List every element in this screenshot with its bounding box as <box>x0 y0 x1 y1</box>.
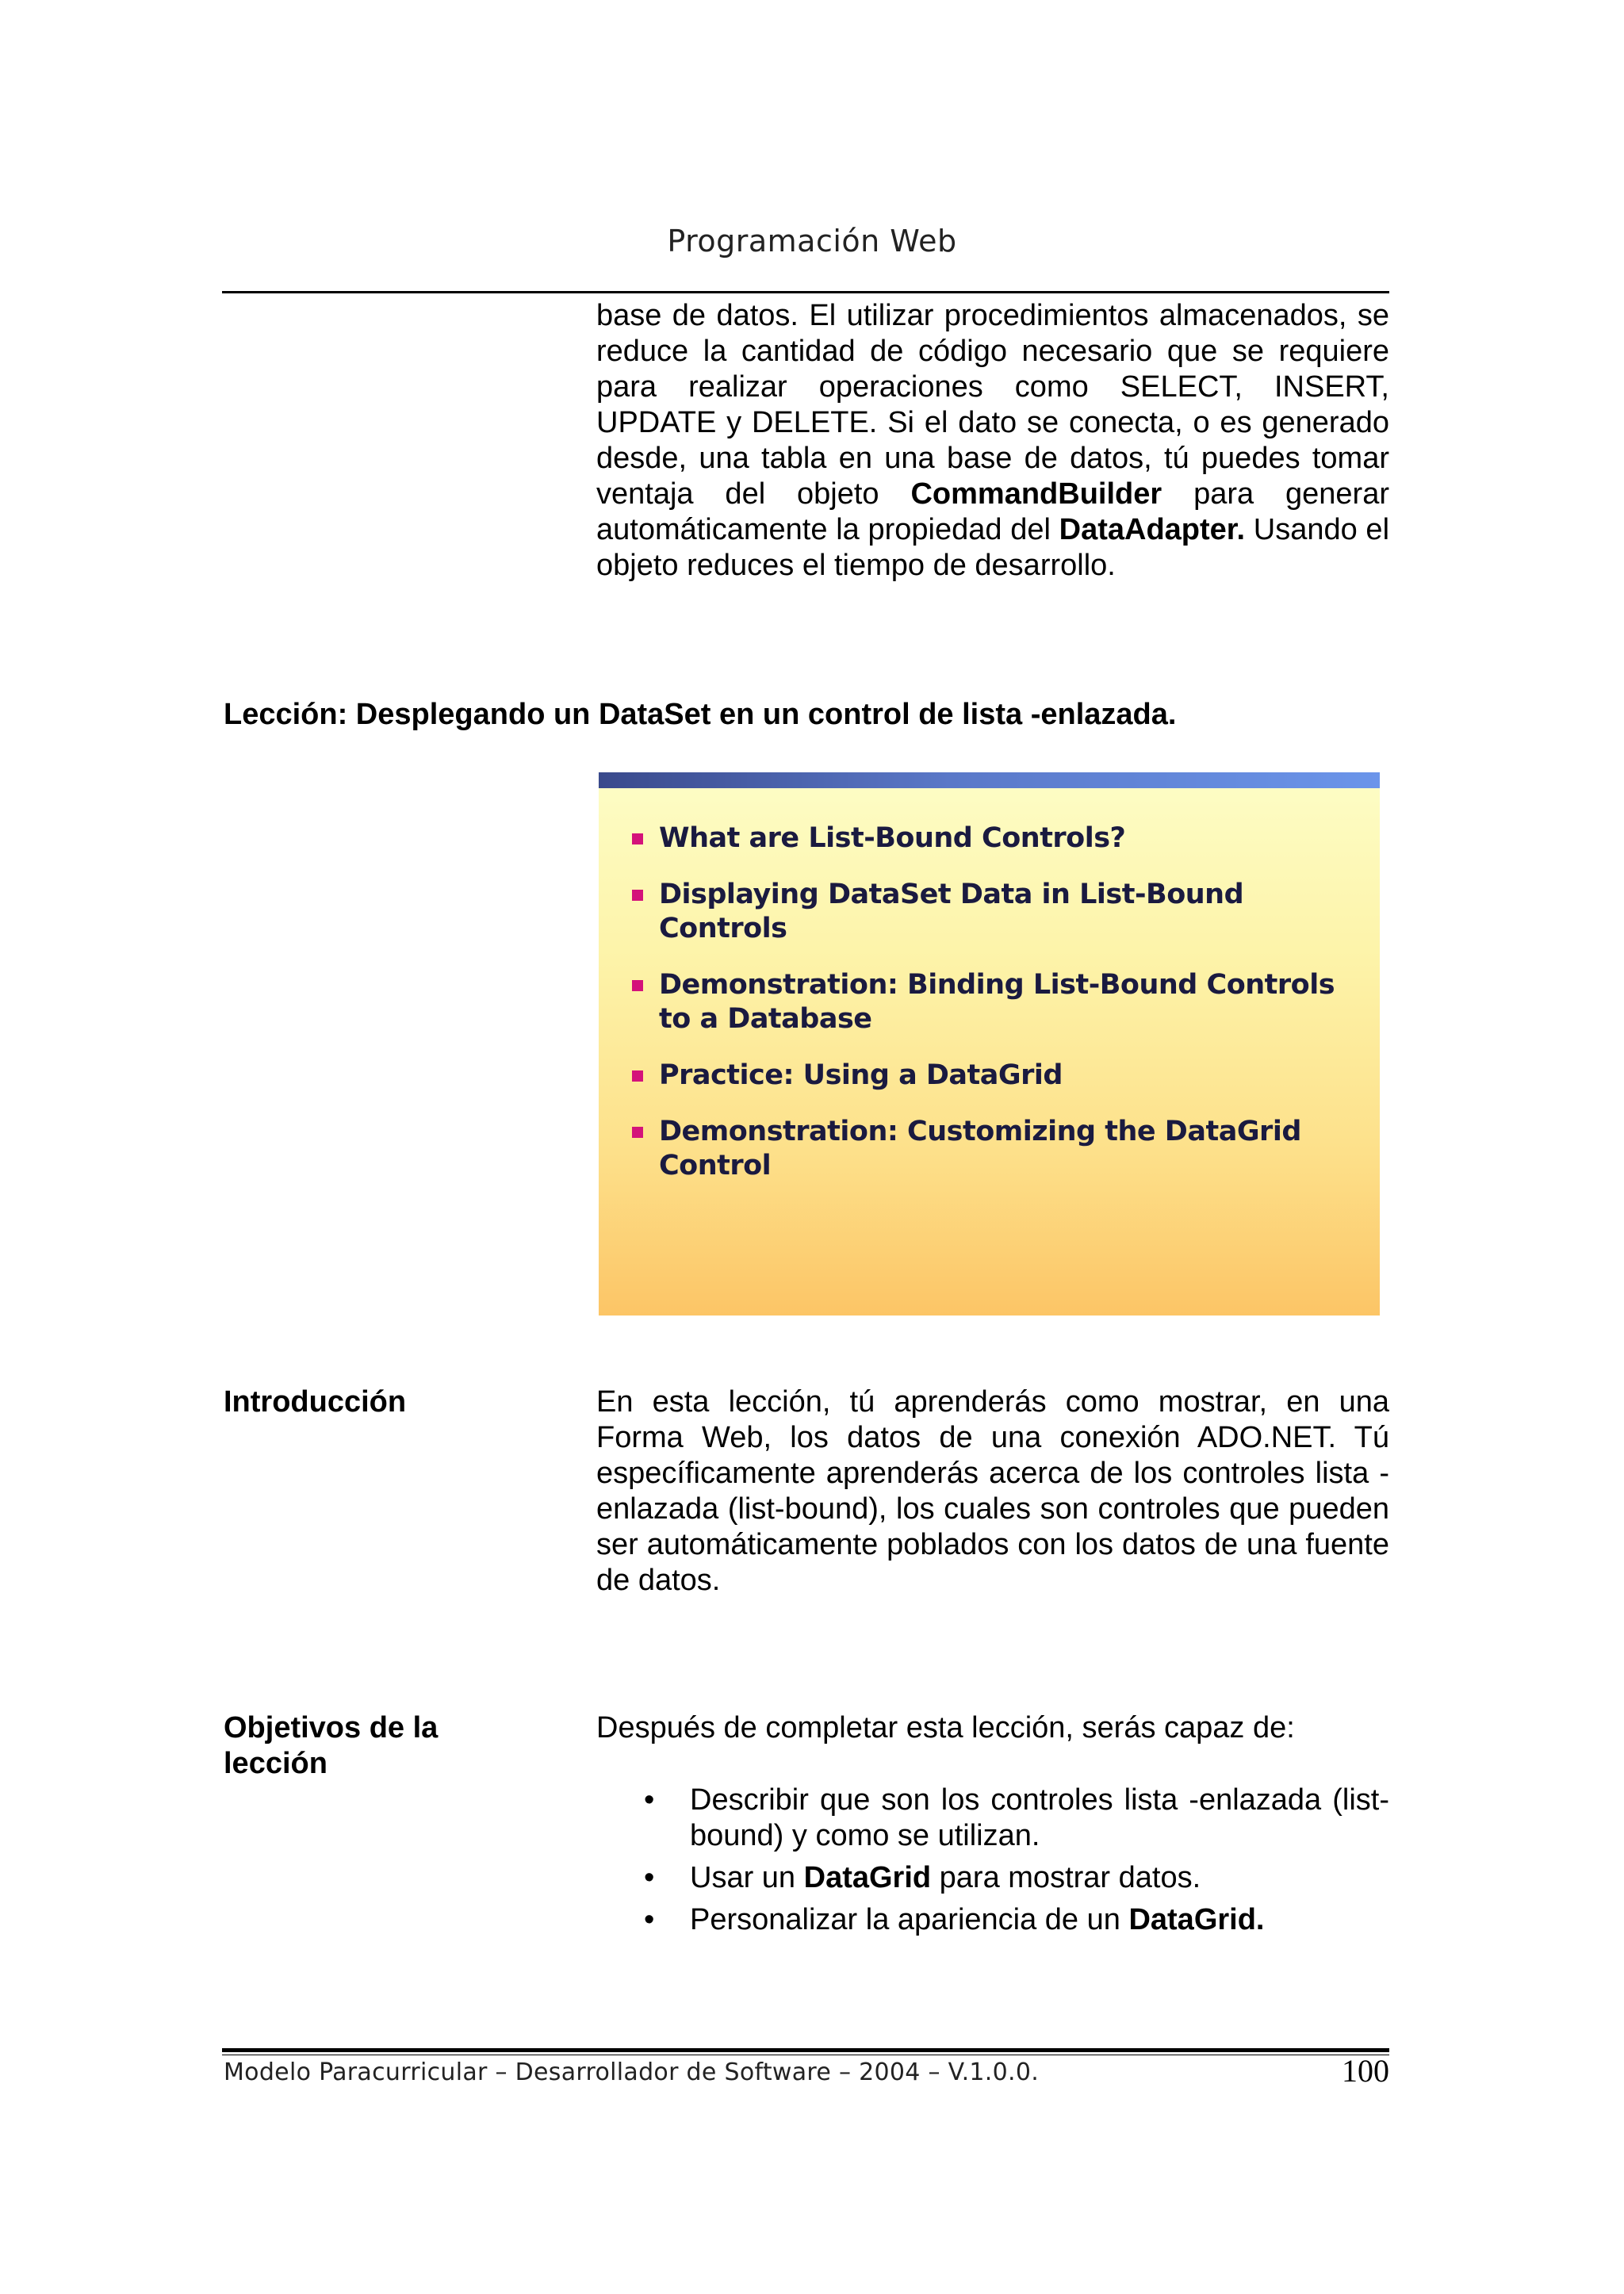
square-bullet-icon <box>632 890 643 901</box>
bullet-icon: • <box>644 1903 655 1936</box>
datagrid-term: DataGrid <box>803 1861 932 1894</box>
page-number: 100 <box>1342 2053 1389 2089</box>
slide-topic: Demonstration: Binding List-Bound Controls to a Database <box>632 968 1346 1036</box>
objetivos-list <box>644 1783 1389 1944</box>
slide-topic: Demonstration: Customizing the DataGrid Control <box>632 1115 1346 1183</box>
footer-text: Modelo Paracurricular – Desarrollador de Software – 2004 – V.1.0.0. <box>224 2058 1040 2086</box>
paragraph-text: base de datos. El utilizar procedimientos almacenados, se reduce la cantidad de código necesario que se requiere para realizar operaciones como SELECT, INSERT, UPDATE y DELETE. Si el dato se conecta, o es generado desde, una tabla en una base de datos, tú puedes tomar ventaja del objeto <box>596 299 1389 511</box>
running-header: Programación Web <box>667 224 957 259</box>
introduccion-label: Introducción <box>224 1385 407 1419</box>
objective-item: • Personalizar la apariencia de un DataGrid. <box>644 1903 1265 1936</box>
slide-topic-list <box>632 821 1346 1205</box>
slide-topic: Displaying DataSet Data in List-Bound Controls <box>632 878 1346 946</box>
slide-title-bar <box>599 772 1380 788</box>
paragraph-text: para generar automáticamente la propiedad del <box>596 477 1389 546</box>
dataadapter-term: DataAdapter. <box>1059 513 1246 546</box>
objetivos-label: Objetivos de la lección <box>224 1711 439 1780</box>
bullet-icon: • <box>644 1783 655 1817</box>
square-bullet-icon <box>632 1127 643 1138</box>
lesson-title: Lección: Desplegando un DataSet en un control de lista -enlazada. <box>224 698 1177 731</box>
bullet-icon: • <box>644 1861 655 1894</box>
paragraph-text: Usando el objeto reduces el tiempo de desarrollo. <box>596 513 1390 582</box>
footer-rule <box>222 2048 1389 2052</box>
intro-paragraph <box>596 298 1389 584</box>
square-bullet-icon <box>632 1070 643 1082</box>
objective-item: • Usar un DataGrid para mostrar datos. <box>644 1861 1201 1894</box>
header-rule <box>222 291 1389 293</box>
objective-item: • Describir que son los controles lista -enlazada (list-bound) y como se utilizan. <box>644 1783 1389 1852</box>
datagrid-term: DataGrid. <box>1128 1903 1265 1936</box>
slide-topic: What are List-Bound Controls? <box>632 821 1346 856</box>
commandbuilder-term: CommandBuilder <box>910 477 1162 511</box>
objetivos-lead: Después de completar esta lección, serás capaz de: <box>596 1711 1295 1744</box>
introduccion-text: En esta lección, tú aprenderás como mostrar, en una Forma Web, los datos de una conexión ADO.NET. Tú específicamente aprenderás acerca de los controles lista - enlazada (list-bound), los cuales son controles que pueden ser automáticamente poblados con los datos de una fuente de datos. <box>596 1385 1389 1597</box>
square-bullet-icon <box>632 833 643 844</box>
slide-topic: Practice: Using a DataGrid <box>632 1059 1346 1093</box>
lesson-slide <box>599 772 1380 1316</box>
square-bullet-icon <box>632 980 643 991</box>
